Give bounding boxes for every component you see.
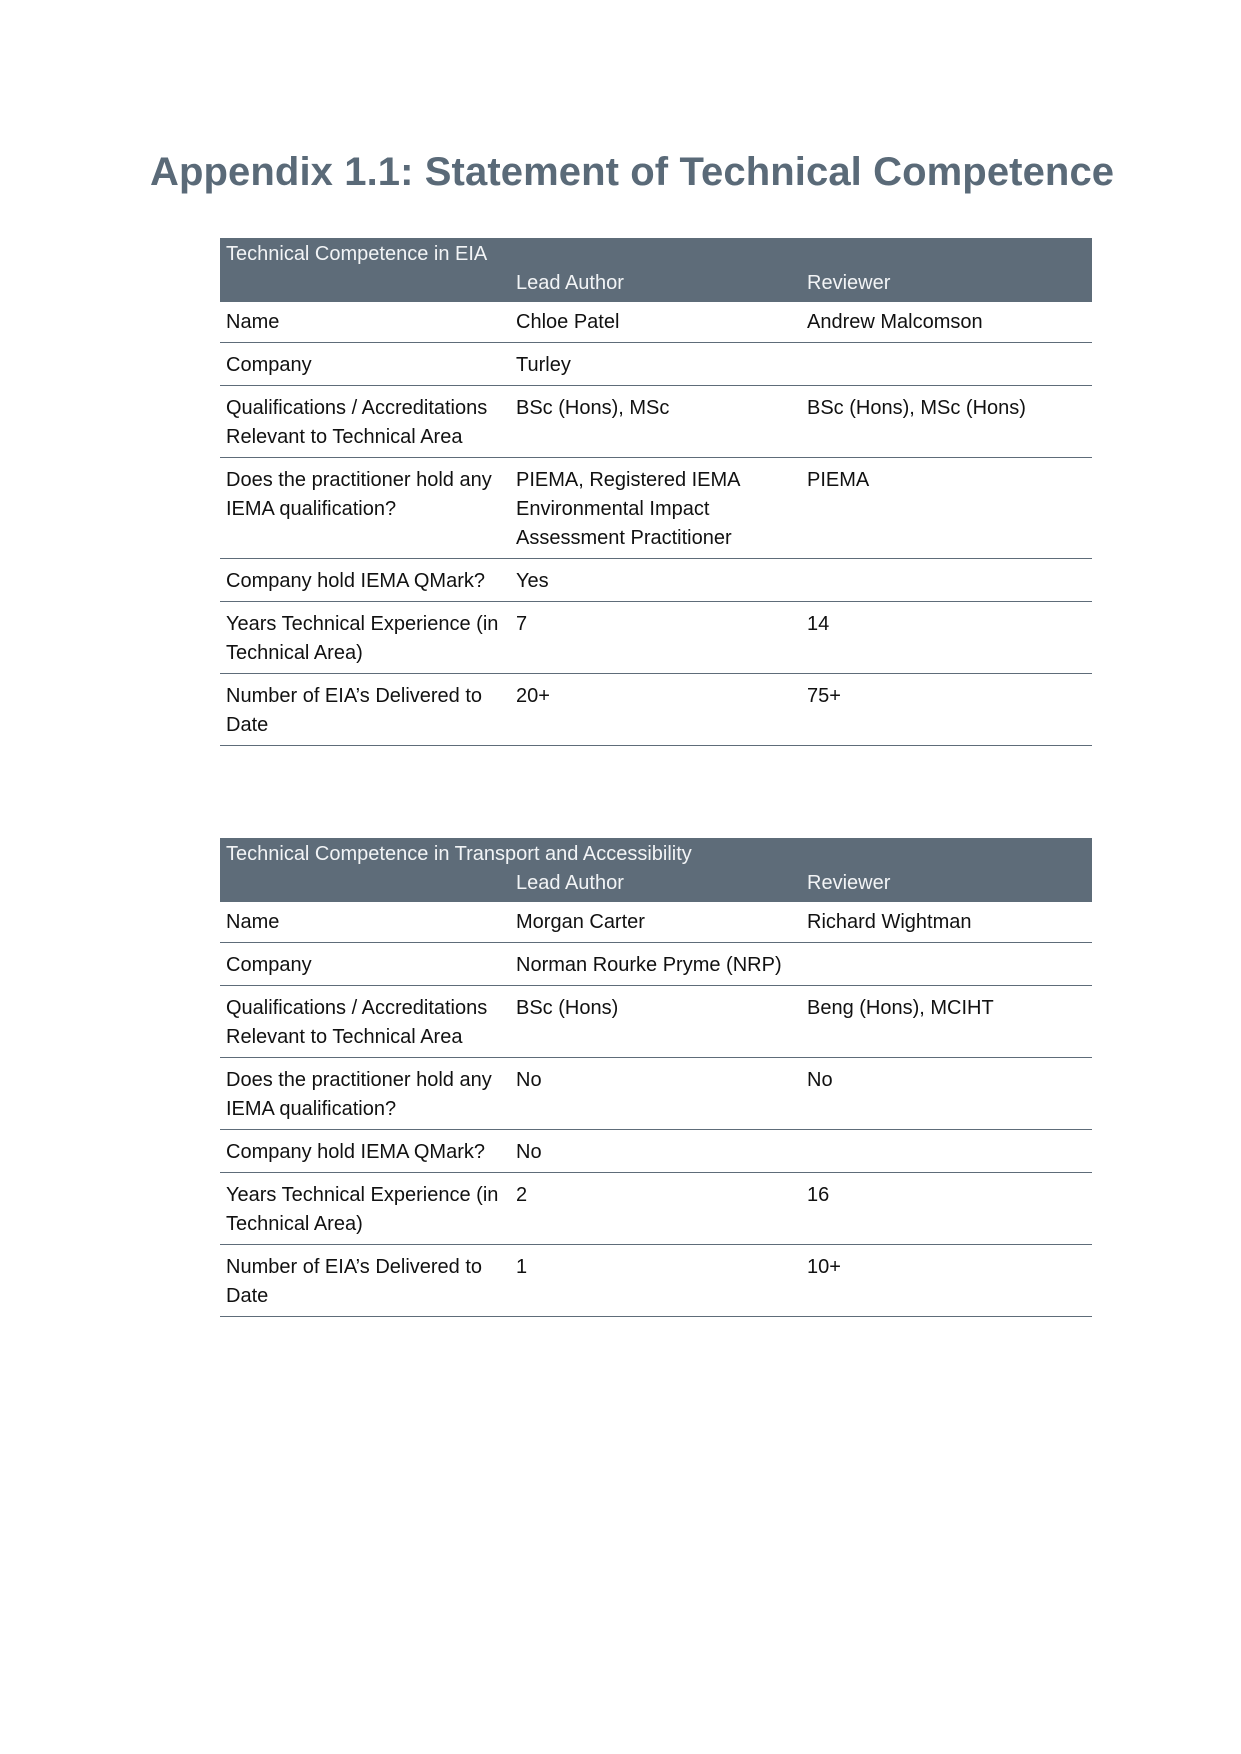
reviewer-value: 14 [801, 602, 1092, 674]
lead-author-value: 2 [510, 1173, 801, 1245]
header-reviewer: Reviewer [801, 869, 1092, 902]
lead-author-value: Morgan Carter [510, 902, 801, 943]
row-label: Company hold IEMA QMark? [220, 1130, 510, 1173]
lead-author-value: 7 [510, 602, 801, 674]
table-row [220, 1058, 1092, 1130]
row-label: Number of EIA’s Delivered to Date [220, 1245, 510, 1317]
lead-author-value: 20+ [510, 674, 801, 746]
row-label: Years Technical Experience (in Technical Area) [220, 1173, 510, 1245]
row-label: Company hold IEMA QMark? [220, 559, 510, 602]
page-title: Appendix 1.1: Statement of Technical Competence [150, 150, 1115, 194]
header-reviewer: Reviewer [801, 269, 1092, 302]
table-row [220, 902, 1092, 943]
row-label: Years Technical Experience (in Technical Area) [220, 602, 510, 674]
table-row [220, 1173, 1092, 1245]
table-row [220, 943, 1092, 986]
table-row [220, 1245, 1092, 1317]
table-row [220, 386, 1092, 458]
reviewer-value [801, 943, 1092, 986]
reviewer-value: 75+ [801, 674, 1092, 746]
reviewer-value: Andrew Malcomson [801, 302, 1092, 343]
header-lead-author: Lead Author [510, 269, 801, 302]
table-title: Technical Competence in EIA [220, 238, 1092, 269]
row-label: Company [220, 943, 510, 986]
row-label: Does the practitioner hold any IEMA qualification? [220, 1058, 510, 1130]
lead-author-value: No [510, 1130, 801, 1173]
lead-author-value: Turley [510, 343, 801, 386]
lead-author-value: Yes [510, 559, 801, 602]
eia-competence-table [220, 238, 1092, 746]
row-label: Name [220, 902, 510, 943]
reviewer-value [801, 343, 1092, 386]
table-header [220, 838, 1092, 902]
table-row [220, 458, 1092, 559]
row-label: Company [220, 343, 510, 386]
lead-author-value: BSc (Hons), MSc [510, 386, 801, 458]
lead-author-value: Chloe Patel [510, 302, 801, 343]
reviewer-value: 16 [801, 1173, 1092, 1245]
transport-competence-table [220, 838, 1092, 1317]
reviewer-value [801, 1130, 1092, 1173]
table-row [220, 559, 1092, 602]
reviewer-value: 10+ [801, 1245, 1092, 1317]
reviewer-value [801, 559, 1092, 602]
row-label: Name [220, 302, 510, 343]
row-label: Number of EIA’s Delivered to Date [220, 674, 510, 746]
table-row [220, 1130, 1092, 1173]
table-header [220, 238, 1092, 302]
table-row [220, 343, 1092, 386]
reviewer-value: BSc (Hons), MSc (Hons) [801, 386, 1092, 458]
reviewer-value: Beng (Hons), MCIHT [801, 986, 1092, 1058]
header-lead-author: Lead Author [510, 869, 801, 902]
table-row [220, 986, 1092, 1058]
header-label-column [220, 269, 510, 302]
row-label: Does the practitioner hold any IEMA qualification? [220, 458, 510, 559]
table-title: Technical Competence in Transport and Accessibility [220, 838, 1092, 869]
lead-author-value: Norman Rourke Pryme (NRP) [510, 943, 801, 986]
table-row [220, 602, 1092, 674]
reviewer-value: Richard Wightman [801, 902, 1092, 943]
row-label: Qualifications / Accreditations Relevant to Technical Area [220, 386, 510, 458]
lead-author-value: PIEMA, Registered IEMA Environmental Impact Assessment Practitioner [510, 458, 801, 559]
reviewer-value: No [801, 1058, 1092, 1130]
lead-author-value: BSc (Hons) [510, 986, 801, 1058]
lead-author-value: No [510, 1058, 801, 1130]
row-label: Qualifications / Accreditations Relevant to Technical Area [220, 986, 510, 1058]
header-label-column [220, 869, 510, 902]
table-row [220, 302, 1092, 343]
table-row [220, 674, 1092, 746]
lead-author-value: 1 [510, 1245, 801, 1317]
reviewer-value: PIEMA [801, 458, 1092, 559]
